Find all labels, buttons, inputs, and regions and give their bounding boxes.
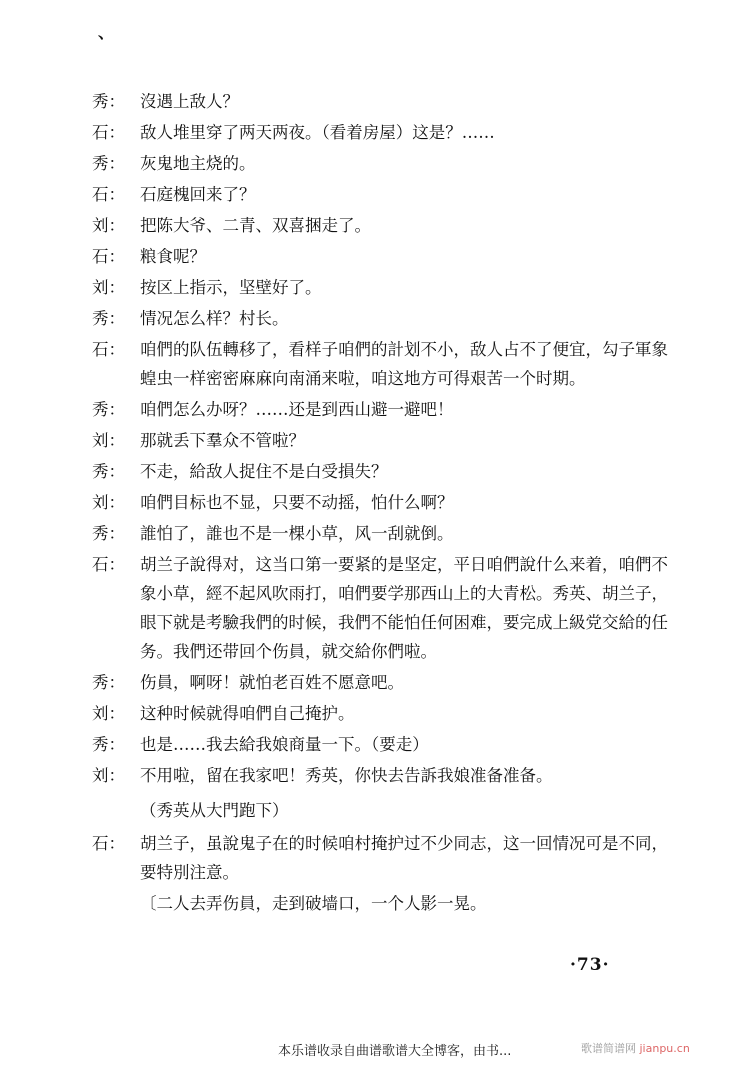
footer-text: 本乐谱收录自曲谱歌谱大全博客，由书... xyxy=(278,1044,512,1059)
speaker: 刘： xyxy=(92,216,125,235)
speaker: 秀： xyxy=(92,462,125,481)
stage-direction: （秀英从大門跑下） xyxy=(140,801,289,820)
dialogue-line xyxy=(92,118,672,147)
dialogue-line xyxy=(92,550,672,666)
dialogue-text: 胡兰子，虽說鬼子在的时候咱村掩护过不少同志，这一回情况可是不同，要特別注意。 xyxy=(140,834,668,882)
dialogue-line xyxy=(92,457,672,486)
speaker: 石： xyxy=(92,340,125,359)
speaker: 刘： xyxy=(92,278,125,297)
dialogue-text: 这种时候就得咱們自己掩护。 xyxy=(140,704,355,723)
speaker: 刘： xyxy=(92,431,125,450)
dialogue-line xyxy=(92,699,672,728)
dialogue-text: 粮食呢？ xyxy=(140,247,206,266)
dialogue-text: 按区上指示，坚壁好了。 xyxy=(140,278,322,297)
dialogue-text: 沒遇上敌人？ xyxy=(140,92,239,111)
dialogue-line xyxy=(92,519,672,548)
speaker: 秀： xyxy=(92,400,125,419)
dialogue-line xyxy=(92,829,672,887)
dialogue-line xyxy=(92,761,672,790)
dialogue-text: 胡兰子說得对，这当口第一要紧的是坚定，平日咱們說什么来着，咱們不象小草，經不起风吹雨打，咱們要学那西山上的大青松。秀英、胡兰子，眼下就是考驗我們的时候，我們不能怕任何困难，要完成上級党交給的任务。我們还带回个伤員，就交給你們啦。 xyxy=(140,555,668,661)
dialogue-line xyxy=(92,395,672,424)
dialogue-text: 不用啦，留在我家吧！秀英，你快去告訴我娘准备准备。 xyxy=(140,766,553,785)
speaker: 秀： xyxy=(92,92,125,111)
speaker: 秀： xyxy=(92,154,125,173)
dialogue-text: 情况怎么样？村长。 xyxy=(140,309,289,328)
dialogue-line xyxy=(92,211,672,240)
speaker: 石： xyxy=(92,247,125,266)
dialogue-text: 咱們怎么办呀？……还是到西山避一避吧！ xyxy=(140,400,454,419)
dialogue-line xyxy=(92,242,672,271)
watermark xyxy=(581,1040,690,1056)
dialogue-line xyxy=(92,87,672,116)
speaker: 秀： xyxy=(92,524,125,543)
dialogue-line xyxy=(92,273,672,302)
dialogue-text: 灰鬼地主烧的。 xyxy=(140,154,256,173)
speaker: 秀： xyxy=(92,735,125,754)
dialogue-line xyxy=(92,304,672,333)
dialogue-line xyxy=(92,149,672,178)
dialogue-line xyxy=(92,180,672,209)
dialogue-text: 石庭槐回来了？ xyxy=(140,185,256,204)
dialogue-text: 咱們的队伍轉移了，看样子咱們的計划不小，敌人占不了便宜，勾子軍象蝗虫一样密密麻麻向南涌来啦，咱这地方可得艰苦一个时期。 xyxy=(140,340,668,388)
script-body xyxy=(92,87,672,918)
speaker: 石： xyxy=(92,555,125,574)
dialogue-text: 也是……我去給我娘商量一下。（要走） xyxy=(140,735,429,754)
dialogue-text: 敌人堆里穿了两天两夜。（看着房屋）这是？…… xyxy=(140,123,495,142)
dialogue-text: 不走，給敌人捉住不是白受損失？ xyxy=(140,462,388,481)
dialogue-text: 咱們目标也不显，只要不动摇，怕什么啊？ xyxy=(140,493,454,512)
speaker: 刘： xyxy=(92,766,125,785)
stage-direction: 〔二人去弄伤員，走到破墙口，一个人影一晃。 xyxy=(140,894,487,913)
dialogue-line xyxy=(92,730,672,759)
dialogue-line xyxy=(92,426,672,455)
dialogue-line xyxy=(92,488,672,517)
dialogue-line xyxy=(92,668,672,697)
speaker: 刘： xyxy=(92,704,125,723)
speaker: 秀： xyxy=(92,673,125,692)
speaker: 秀： xyxy=(92,309,125,328)
watermark-cn: 歌谱简谱网 xyxy=(581,1042,636,1055)
dialogue-text: 伤員，啊呀！就怕老百姓不愿意吧。 xyxy=(140,673,404,692)
dialogue-text: 把陈大爷、二青、双喜捆走了。 xyxy=(140,216,371,235)
dialogue-text: 誰怕了，誰也不是一棵小草，风一刮就倒。 xyxy=(140,524,454,543)
corner-mark: 、 xyxy=(98,23,115,42)
speaker: 刘： xyxy=(92,493,125,512)
dialogue-line xyxy=(92,335,672,393)
speaker: 石： xyxy=(92,123,125,142)
watermark-url: jianpu.cn xyxy=(639,1042,690,1055)
speaker: 石： xyxy=(92,834,125,853)
speaker: 石： xyxy=(92,185,125,204)
dialogue-text: 那就丢下羣众不管啦？ xyxy=(140,431,305,450)
page-number: ·73· xyxy=(570,955,610,975)
